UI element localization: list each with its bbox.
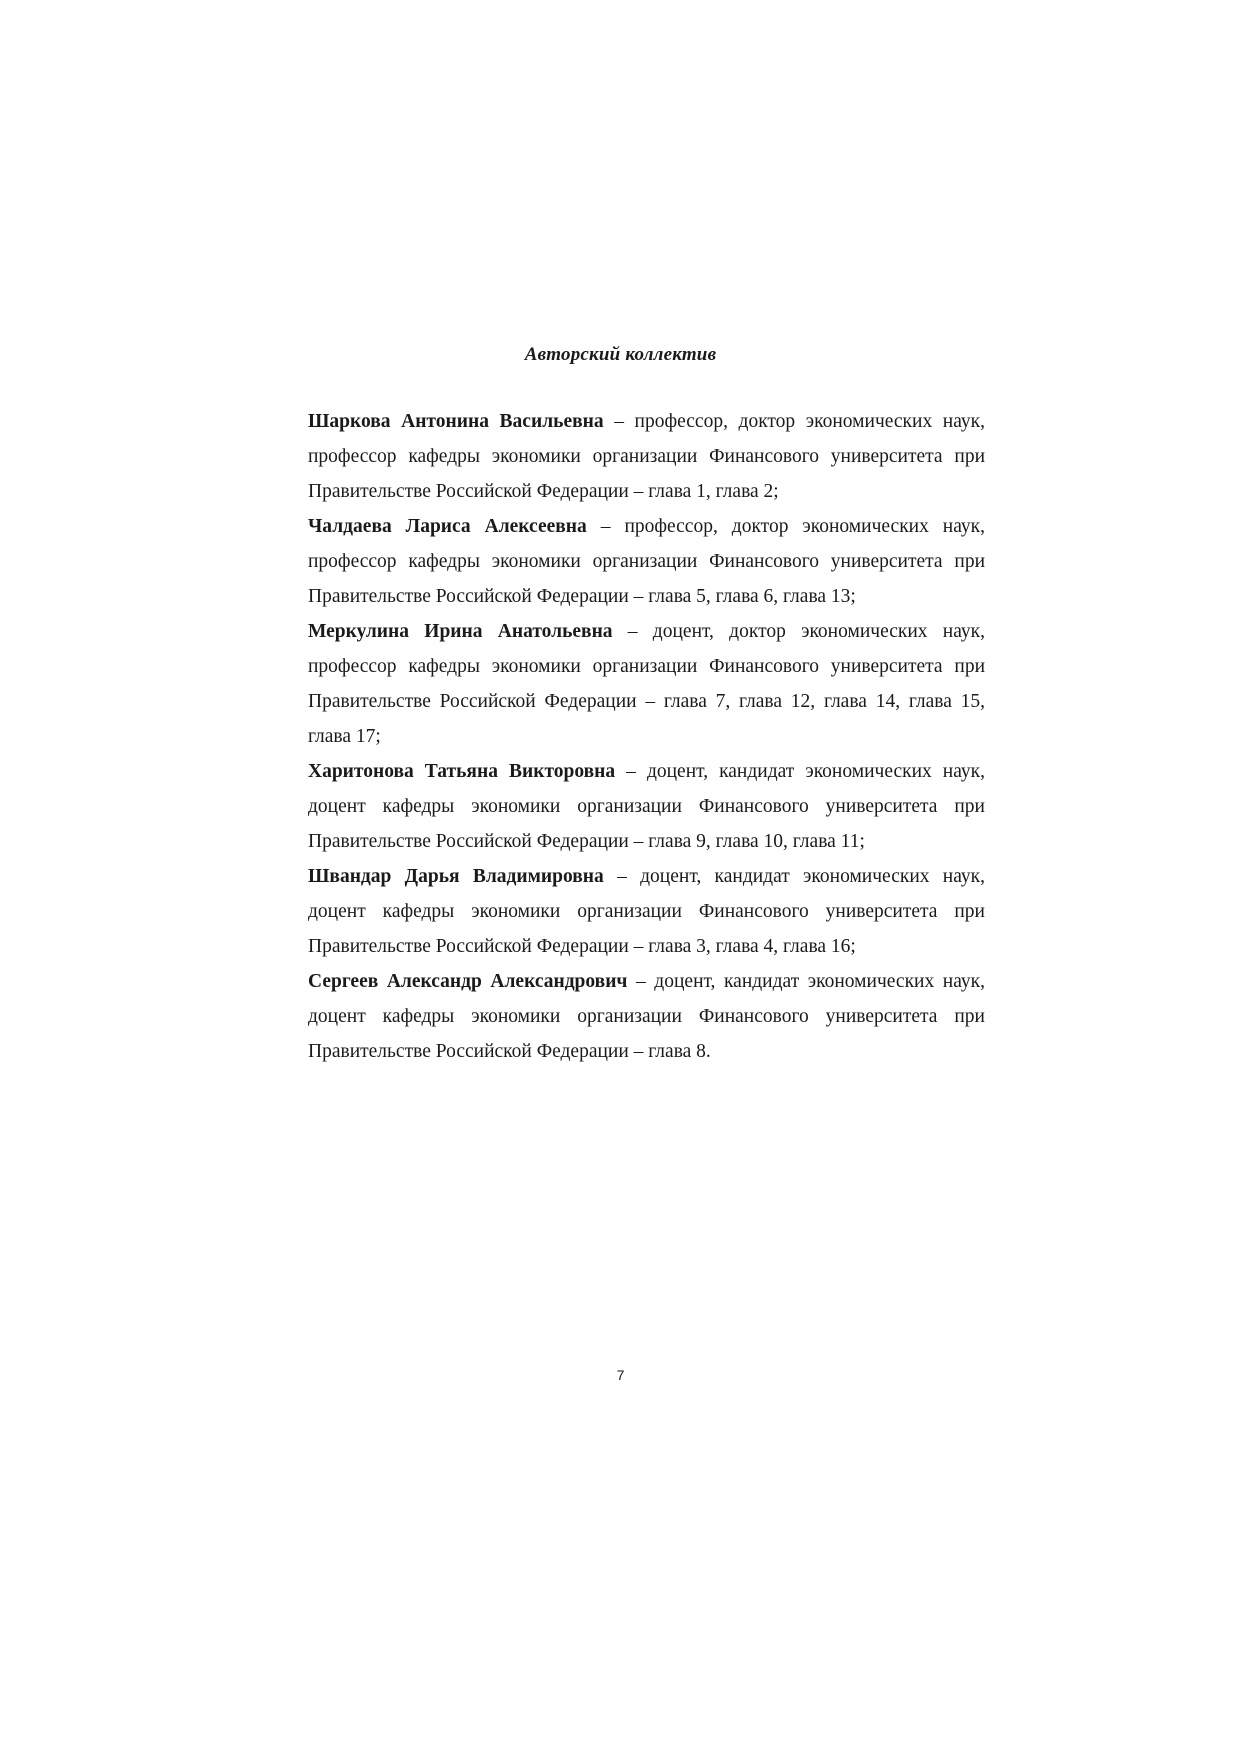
author-description: – доцент, кандидат экономических наук, доцент кафедры экономики организации Финансового университета при Правительстве Российской Федерации – глава 8. (308, 971, 985, 1062)
author-list (308, 404, 985, 1069)
author-description: – доцент, кандидат экономических наук, доцент кафедры экономики организации Финансового университета при Правительстве Российской Федерации – глава 3, глава 4, глава 16; (308, 866, 985, 957)
author-entry (308, 614, 985, 754)
author-name: Швандар Дарья Владимировна (308, 866, 604, 887)
page-number: 7 (616, 1367, 625, 1383)
author-entry (308, 964, 985, 1069)
author-description: – доцент, доктор экономических наук, профессор кафедры экономики организации Финансового университета при Правительстве Российской Федерации – глава 7, глава 12, глава 14, глава 15, глава 17; (308, 621, 985, 747)
author-entry (308, 404, 985, 509)
author-description: – доцент, кандидат экономических наук, доцент кафедры экономики организации Финансового университета при Правительстве Российской Федерации – глава 9, глава 10, глава 11; (308, 761, 985, 852)
author-entry (308, 859, 985, 964)
author-description: – профессор, доктор экономических наук, профессор кафедры экономики организации Финансового университета при Правительстве Российской Федерации – глава 5, глава 6, глава 13; (308, 516, 985, 607)
page-title: Авторский коллектив (524, 344, 717, 365)
author-name: Шаркова Антонина Васильевна (308, 411, 604, 432)
author-name: Чалдаева Лариса Алексеевна (308, 516, 587, 537)
author-entry (308, 754, 985, 859)
author-name: Харитонова Татьяна Викторовна (308, 761, 616, 782)
author-description: – профессор, доктор экономических наук, профессор кафедры экономики организации Финансового университета при Правительстве Российской Федерации – глава 1, глава 2; (308, 411, 986, 502)
author-name: Меркулина Ирина Анатольевна (308, 621, 613, 642)
author-name: Сергеев Александр Александрович (308, 971, 628, 992)
author-entry (308, 509, 985, 614)
